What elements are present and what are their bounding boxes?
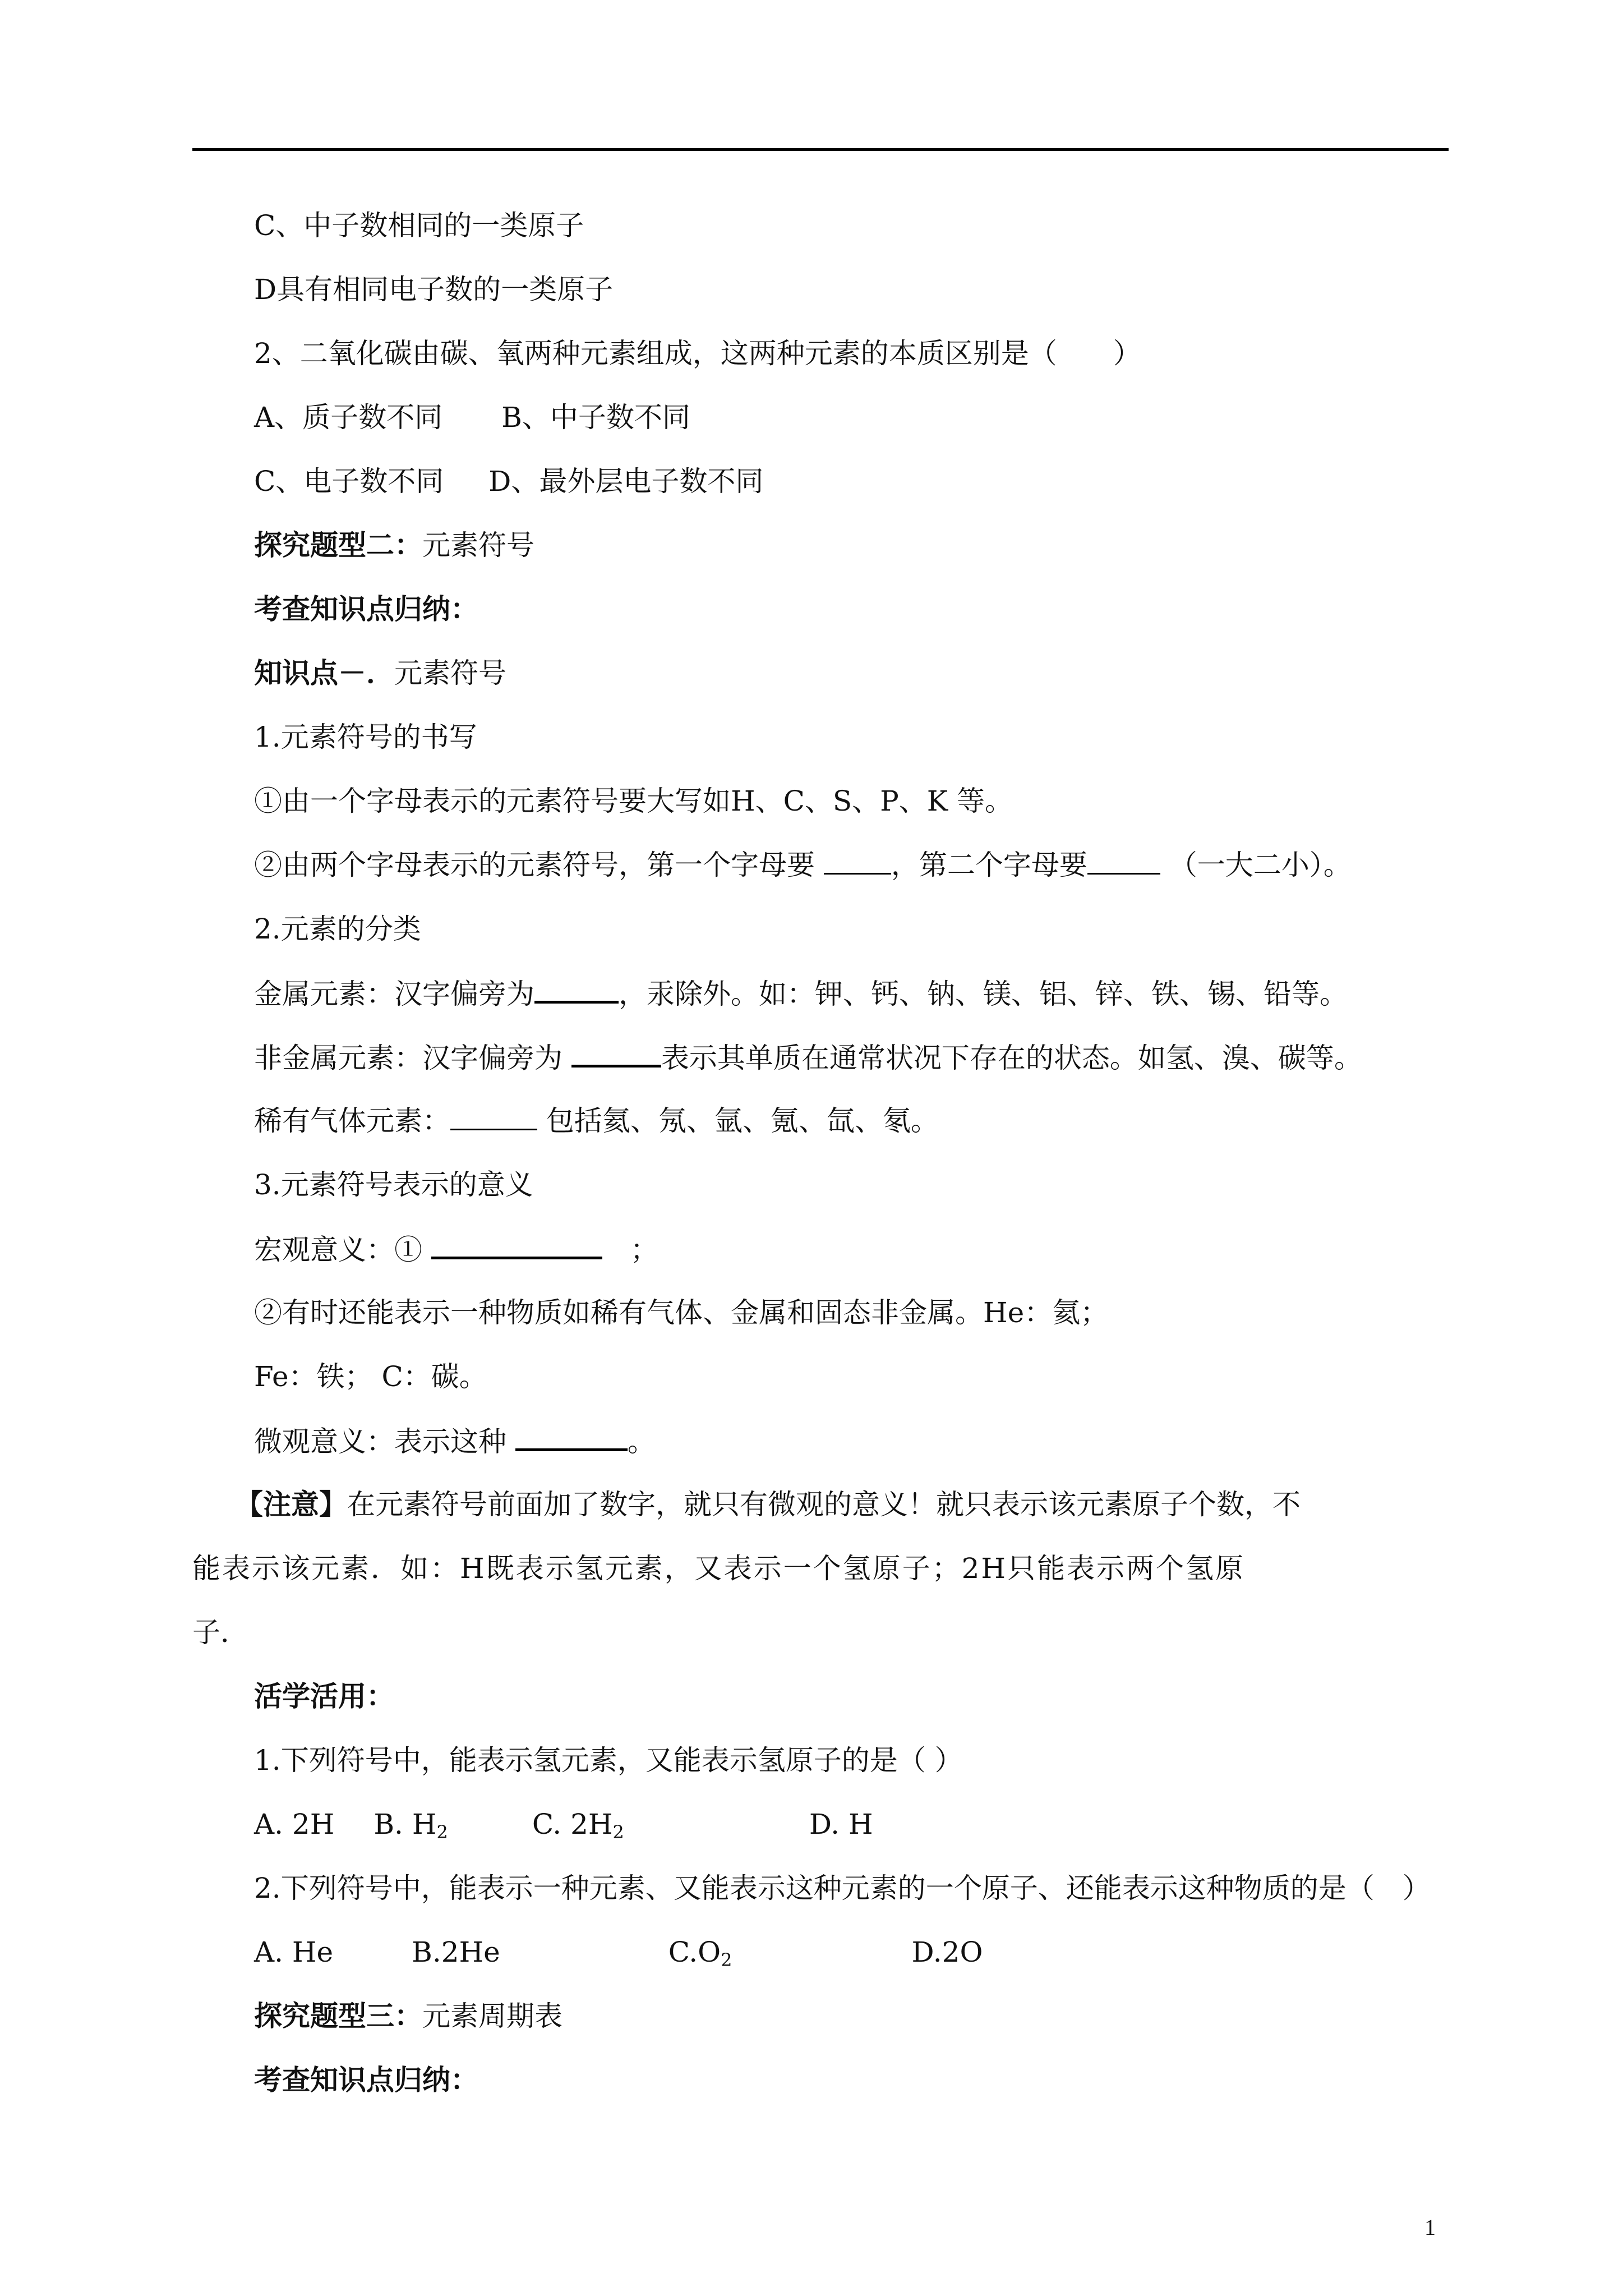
practice-question-1: 1.下列符号中，能表示氢元素，又能表示氢原子的是（ ） <box>254 1744 963 1777</box>
nonmetal-elements-line: 非金属元素：汉字偏旁为 表示其单质在通常状况下存在的状态。如氢、溴、碳等。 <box>254 1040 1362 1075</box>
rule-two-letters: ②由两个字母表示的元素符号，第一个字母要 ，第二个字母要 （一大二小）。 <box>254 849 1352 881</box>
note-line-2: 能表示该元素．如：H既表示氢元素，又表示一个氢原子；2H只能表示两个氢原 <box>192 1552 1246 1585</box>
examples-line: Fe：铁； C：碳。 <box>254 1360 487 1393</box>
knowledge-summary-heading: 考查知识点归纳： <box>254 592 478 625</box>
header-rule <box>192 148 1449 151</box>
option-d: D、最外层电子数不同 <box>488 465 764 498</box>
option-a: A、质子数不同 <box>254 401 443 434</box>
note-line-1: 【注意】在元素符号前面加了数字，就只有微观的意义！就只表示该元素原子个数，不 <box>235 1488 1301 1521</box>
practice-question-2: 2.下列符号中，能表示一种元素、又能表示这种元素的一个原子、还能表示这种物质的是（ ） <box>254 1872 1431 1904</box>
option-c-text: C、中子数相同的一类原子 <box>254 209 584 242</box>
section-title: 元素周期表 <box>422 2000 562 2032</box>
knowledge-point-heading <box>254 656 506 690</box>
section-title: 元素符号 <box>422 529 534 562</box>
practice-heading: 活学活用： <box>254 1680 394 1713</box>
answer-blank <box>824 848 891 875</box>
option-d-text: D具有相同电子数的一类原子 <box>254 273 614 306</box>
answer-blank <box>450 1104 537 1130</box>
knowledge-point-title: 元素符号 <box>394 657 506 689</box>
subheading-meaning: 3.元素符号表示的意义 <box>254 1168 533 1201</box>
rule-one-letter: ①由一个字母表示的元素符号要大写如H、C、S、P、K 等。 <box>254 785 1013 817</box>
answer-blank <box>1087 848 1160 875</box>
knowledge-point-label: 知识点－． <box>254 656 394 689</box>
answer-blank <box>515 1424 628 1451</box>
macro-meaning-2: ②有时还能表示一种物质如稀有气体、金属和固态非金属。He：氦； <box>254 1296 1109 1329</box>
options-ab <box>254 401 690 434</box>
noble-gas-line: 稀有气体元素： 包括氦、氖、氩、氪、氙、氡。 <box>254 1105 939 1137</box>
section-label: 探究题型三： <box>254 1999 422 2032</box>
answer-blank <box>534 976 619 1004</box>
practice-question-2-options: A. He B.2He $C.O_2$ D.2O <box>254 1936 983 1971</box>
section-heading-3 <box>254 1999 562 2033</box>
section-label: 探究题型二： <box>254 528 422 562</box>
answer-blank <box>571 1040 661 1068</box>
subheading-classification: 2.元素的分类 <box>254 913 421 945</box>
knowledge-summary-heading-2: 考查知识点归纳： <box>254 2063 478 2096</box>
note-line-3: 子． <box>192 1616 248 1649</box>
micro-meaning-line: 微观意义：表示这种 。 <box>254 1424 656 1458</box>
option-c: C、电子数不同 <box>254 465 444 498</box>
option-b: B、中子数不同 <box>501 401 690 434</box>
answer-blank <box>431 1232 602 1259</box>
note-label: 【注意】 <box>235 1488 347 1521</box>
metal-elements-line: 金属元素：汉字偏旁为 ，汞除外。如：钾、钙、钠、镁、铝、锌、铁、锡、铅等。 <box>254 976 1348 1011</box>
section-heading-2 <box>254 528 534 562</box>
practice-question-1-options: A. 2H B. $H_2$ C. $2H_2$ D. H <box>254 1808 873 1843</box>
page-number: 1 <box>1424 2215 1436 2240</box>
subheading-writing: 1.元素符号的书写 <box>254 721 477 753</box>
options-cd <box>254 464 763 498</box>
macro-meaning-line: 宏观意义：① ； <box>254 1232 658 1267</box>
question-2-text: 2、二氧化碳由碳、氧两种元素组成，这两种元素的本质区别是（ ） <box>254 337 1141 370</box>
